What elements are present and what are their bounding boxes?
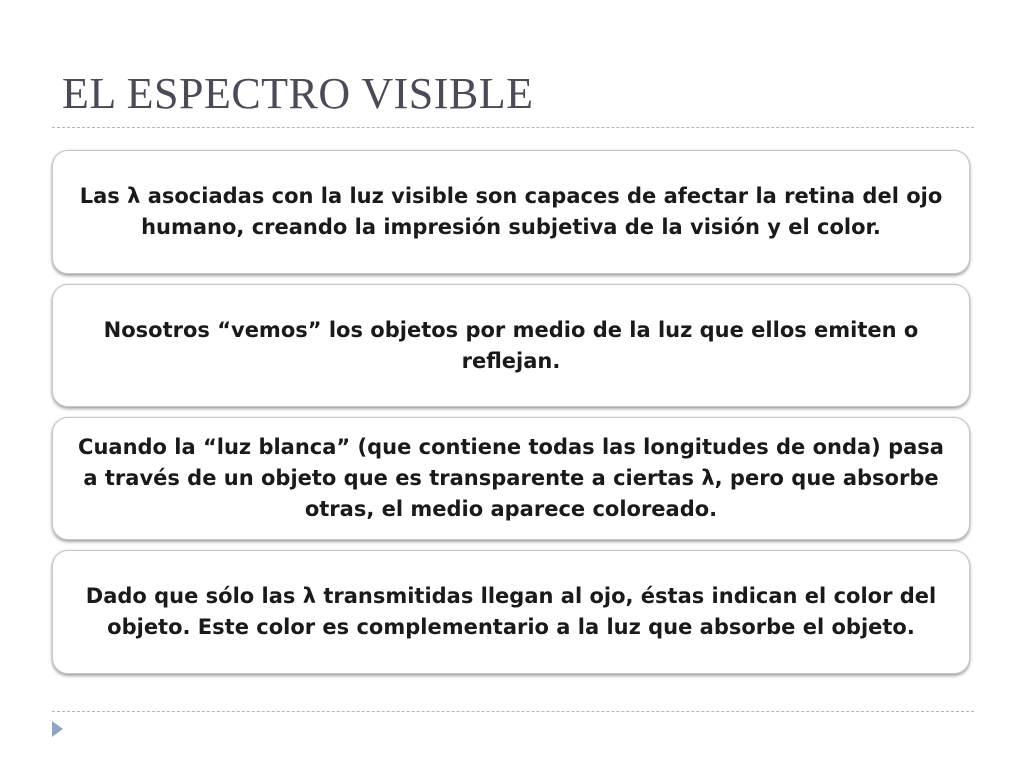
content-box-3-text: Cuando la “luz blanca” (que contiene todas las longitudes de onda) pasa a través de un objeto que es transparente a ciertas λ, pero que absorbe otras, el medio aparece coloreado. xyxy=(78,435,944,521)
triangle-right-icon xyxy=(52,721,63,737)
content-box-1 xyxy=(52,150,970,274)
content-box-4-text: Dado que sólo las λ transmitidas llegan al ojo, éstas indican el color del objeto. Este color es complementario a la luz que absorbe el objeto. xyxy=(85,584,937,639)
content-box-1-text: Las λ asociadas con la luz visible son capaces de afectar la retina del ojo humano, creando la impresión subjetiva de la visión y el color. xyxy=(79,184,943,239)
slide-title: EL ESPECTRO VISIBLE xyxy=(62,69,534,118)
content-box-3 xyxy=(52,417,970,540)
content-box-2 xyxy=(52,284,970,407)
title-divider xyxy=(52,127,974,128)
content-box-2-text: Nosotros “vemos” los objetos por medio de la luz que ellos emiten o reflejan. xyxy=(103,317,919,373)
footer-divider xyxy=(52,711,974,712)
content-box-4 xyxy=(52,550,970,674)
